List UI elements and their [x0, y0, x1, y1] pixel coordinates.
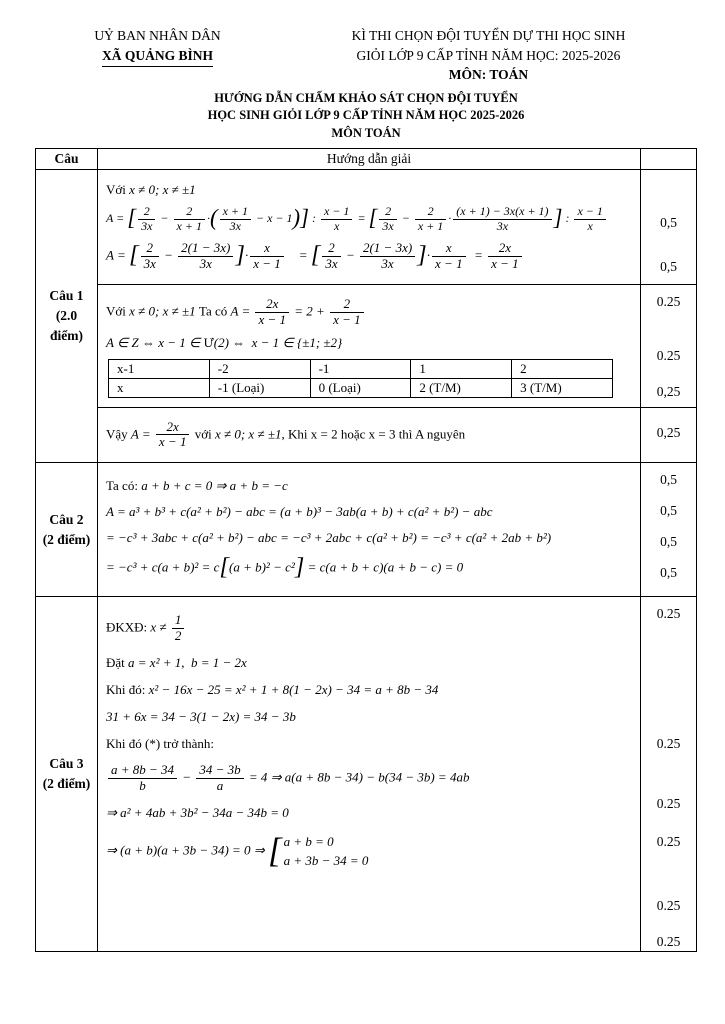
score-value: 0,5 [660, 472, 677, 488]
exam-title-line1: KÌ THI CHỌN ĐỘI TUYỂN DỰ THI HỌC SINH [351, 28, 626, 43]
cau1-block-c-content [98, 408, 640, 463]
org-block [35, 26, 280, 85]
score-value: 0.25 [656, 606, 681, 622]
exam-block [280, 26, 697, 85]
math-line: A = [ $\frac{2}{3x}$ − $\frac{2(1 - 3x)}{3x}$ ]· $\frac{x}{x - 1}$ = [ $\frac{2}{3x}$ − $\frac{2(1 - 3x)}{3x}$ ]· $\frac{x}{x - 1}$ = $\frac{2x}{x - 1}$ [106, 241, 632, 272]
cau1-block-a [98, 170, 696, 283]
math-line: A = [ $\frac{2}{3x}$ − $\frac{2}{x + 1}$ ·( $\frac{x + 1}{3x}$ − x − 1)] : $\frac{x - 1}{x}$ = [ $\frac{2}{3x}$ − $\frac{2}{x + 1}$ · $\frac{(x + 1) - 3x(x + 1)}{3x}$ ] : $\frac{x - 1}{x}$ [106, 205, 632, 234]
cau3-block [98, 597, 696, 951]
score-value: 0.25 [656, 898, 681, 914]
cau2-content [98, 463, 640, 596]
table-cell: 2 [512, 359, 613, 378]
cau1-block-c [98, 407, 696, 463]
score-value: 0,5 [660, 565, 677, 581]
score-value: 0,5 [660, 215, 677, 231]
score-value: 0,5 [660, 259, 677, 275]
cau1-block-a-content [98, 170, 640, 283]
table-cell: 0 (Loại) [310, 378, 411, 397]
table-cell: 2 (T/M) [411, 378, 512, 397]
score-column [640, 170, 696, 283]
value-table-row [109, 359, 613, 378]
score-value: 0,5 [660, 534, 677, 550]
score-value: 0,25 [656, 383, 681, 399]
score-value: 0.25 [656, 293, 681, 309]
table-cell: x [109, 378, 210, 397]
cau3-content [98, 597, 640, 951]
math-line: A ∈ Z ⇔ x − 1 ∈ Ư(2) ⇔ x − 1 ∈ {±1; ±2} [106, 334, 343, 350]
cau1-label-title: Câu 1 [49, 287, 84, 303]
cau1-label-points: (2.0 điểm) [50, 308, 83, 344]
math-line: Khi đó (*) trở thành: [106, 735, 214, 751]
score-column [640, 463, 696, 596]
score-value: 0,25 [656, 424, 681, 440]
math-line: $\frac{a + 8b - 34}{b}$ − $\frac{34 - 3b}{a}$ = 4 ⇒ a(a + 8b − 34) − b(34 − 3b) = 4ab [106, 763, 632, 794]
math-line: ⇒ a² + 4ab + 3b² − 34a − 34b = 0 [106, 804, 289, 820]
org-name-line2: XÃ QUẢNG BÌNH [35, 46, 280, 68]
table-cell: 1 [411, 359, 512, 378]
math-line: Vậy A = $\frac{2x}{x - 1}$ với x ≠ 0; x ≠ ±1, Khi x = 2 hoặc x = 3 thì A nguyên [106, 418, 466, 450]
cau3-label-points: (2 điểm) [42, 776, 91, 792]
table-cell: -2 [209, 359, 310, 378]
cau3-label-title: Câu 3 [49, 755, 84, 771]
cau1-block-b-content [98, 285, 640, 407]
exam-subject: MÔN: TOÁN [448, 67, 529, 83]
math-line: A = a³ + b³ + c(a² + b²) − abc = (a + b)³ − 3ab(a + b) + c(a² + b²) − abc [106, 504, 493, 520]
cau2-label-title: Câu 2 [49, 511, 84, 527]
cau1-subrows [98, 170, 696, 462]
score-value: 0.25 [656, 796, 681, 812]
score-value: 0.25 [656, 934, 681, 950]
math-line: Đặt a = x² + 1, b = 1 − 2x [106, 654, 247, 670]
math-line: Khi đó: x² − 16x − 25 = x² + 1 + 8(1 − 2x) − 34 = a + 8b − 34 [106, 681, 439, 697]
math-line: Ta có: a + b + c = 0 ⇒ a + b = −c [106, 478, 288, 494]
value-table [108, 359, 613, 398]
math-line: = −c³ + 3abc + c(a² + b²) − abc = −c³ + 2abc + c(a² + b²) = −c³ + c(a² + 2ab + b²) [106, 530, 552, 546]
cau2-label [36, 463, 98, 596]
math-line: ⇒ (a + b)(a + 3b − 34) = 0 ⇒ [ a + b = 0 a + 3b − 34 = 0 [106, 831, 369, 871]
org-name-line1: UỶ BAN NHÂN DÂN [94, 28, 221, 43]
cau3-row [36, 596, 696, 951]
document-header [35, 26, 697, 85]
score-value: 0.25 [656, 834, 681, 850]
score-value: 0.25 [656, 736, 681, 752]
cau2-row [36, 462, 696, 596]
table-cell: x-1 [109, 359, 210, 378]
score-column [640, 285, 696, 407]
math-line: Với x ≠ 0; x ≠ ±1 [106, 182, 196, 198]
cau1-row [36, 170, 696, 462]
column-header-score [640, 149, 696, 169]
score-value: 0,5 [660, 503, 677, 519]
cau1-label [36, 170, 98, 462]
cau3-subrows [98, 597, 696, 951]
document-title [35, 90, 697, 143]
cau1-block-b [98, 284, 696, 407]
score-column [640, 408, 696, 463]
table-cell: -1 (Loại) [209, 378, 310, 397]
score-value: 0.25 [656, 347, 681, 363]
cau2-block [98, 463, 696, 596]
cau2-label-points: (2 điểm) [42, 531, 91, 547]
table-cell: 3 (T/M) [512, 378, 613, 397]
exam-title-line2: GIỎI LỚP 9 CẤP TỈNH NĂM HỌC: 2025-2026 [356, 47, 621, 63]
column-header-cau: Câu [36, 149, 98, 169]
math-line: 31 + 6x = 34 − 3(1 − 2x) = 34 − 3b [106, 708, 296, 724]
solution-table [35, 148, 697, 952]
value-table-row [109, 378, 613, 397]
column-header-guide: Hướng dẫn giải [326, 151, 412, 167]
math-line: Với x ≠ 0; x ≠ ±1 Ta có A = $\frac{2x}{x - 1}$ = 2 + $\frac{2}{x - 1}$ [106, 297, 632, 328]
cau3-label [36, 597, 98, 951]
math-line: ĐKXĐ: x ≠ $\frac{1}{2}$ [106, 613, 632, 644]
table-header-row [36, 149, 696, 170]
score-column [640, 597, 696, 951]
document-title-line2: HỌC SINH GIỎI LỚP 9 CẤP TỈNH NĂM HỌC 2025-2026 [207, 108, 525, 123]
math-line: = −c³ + c(a + b)² = c[(a + b)² − c²] = c(a + b + c)(a + b − c) = 0 [106, 553, 464, 581]
cau2-subrows [98, 463, 696, 596]
table-cell: -1 [310, 359, 411, 378]
document-title-line3: MÔN TOÁN [331, 125, 401, 140]
document-title-line1: HƯỚNG DẪN CHẤM KHẢO SÁT CHỌN ĐỘI TUYỂN [214, 90, 518, 105]
